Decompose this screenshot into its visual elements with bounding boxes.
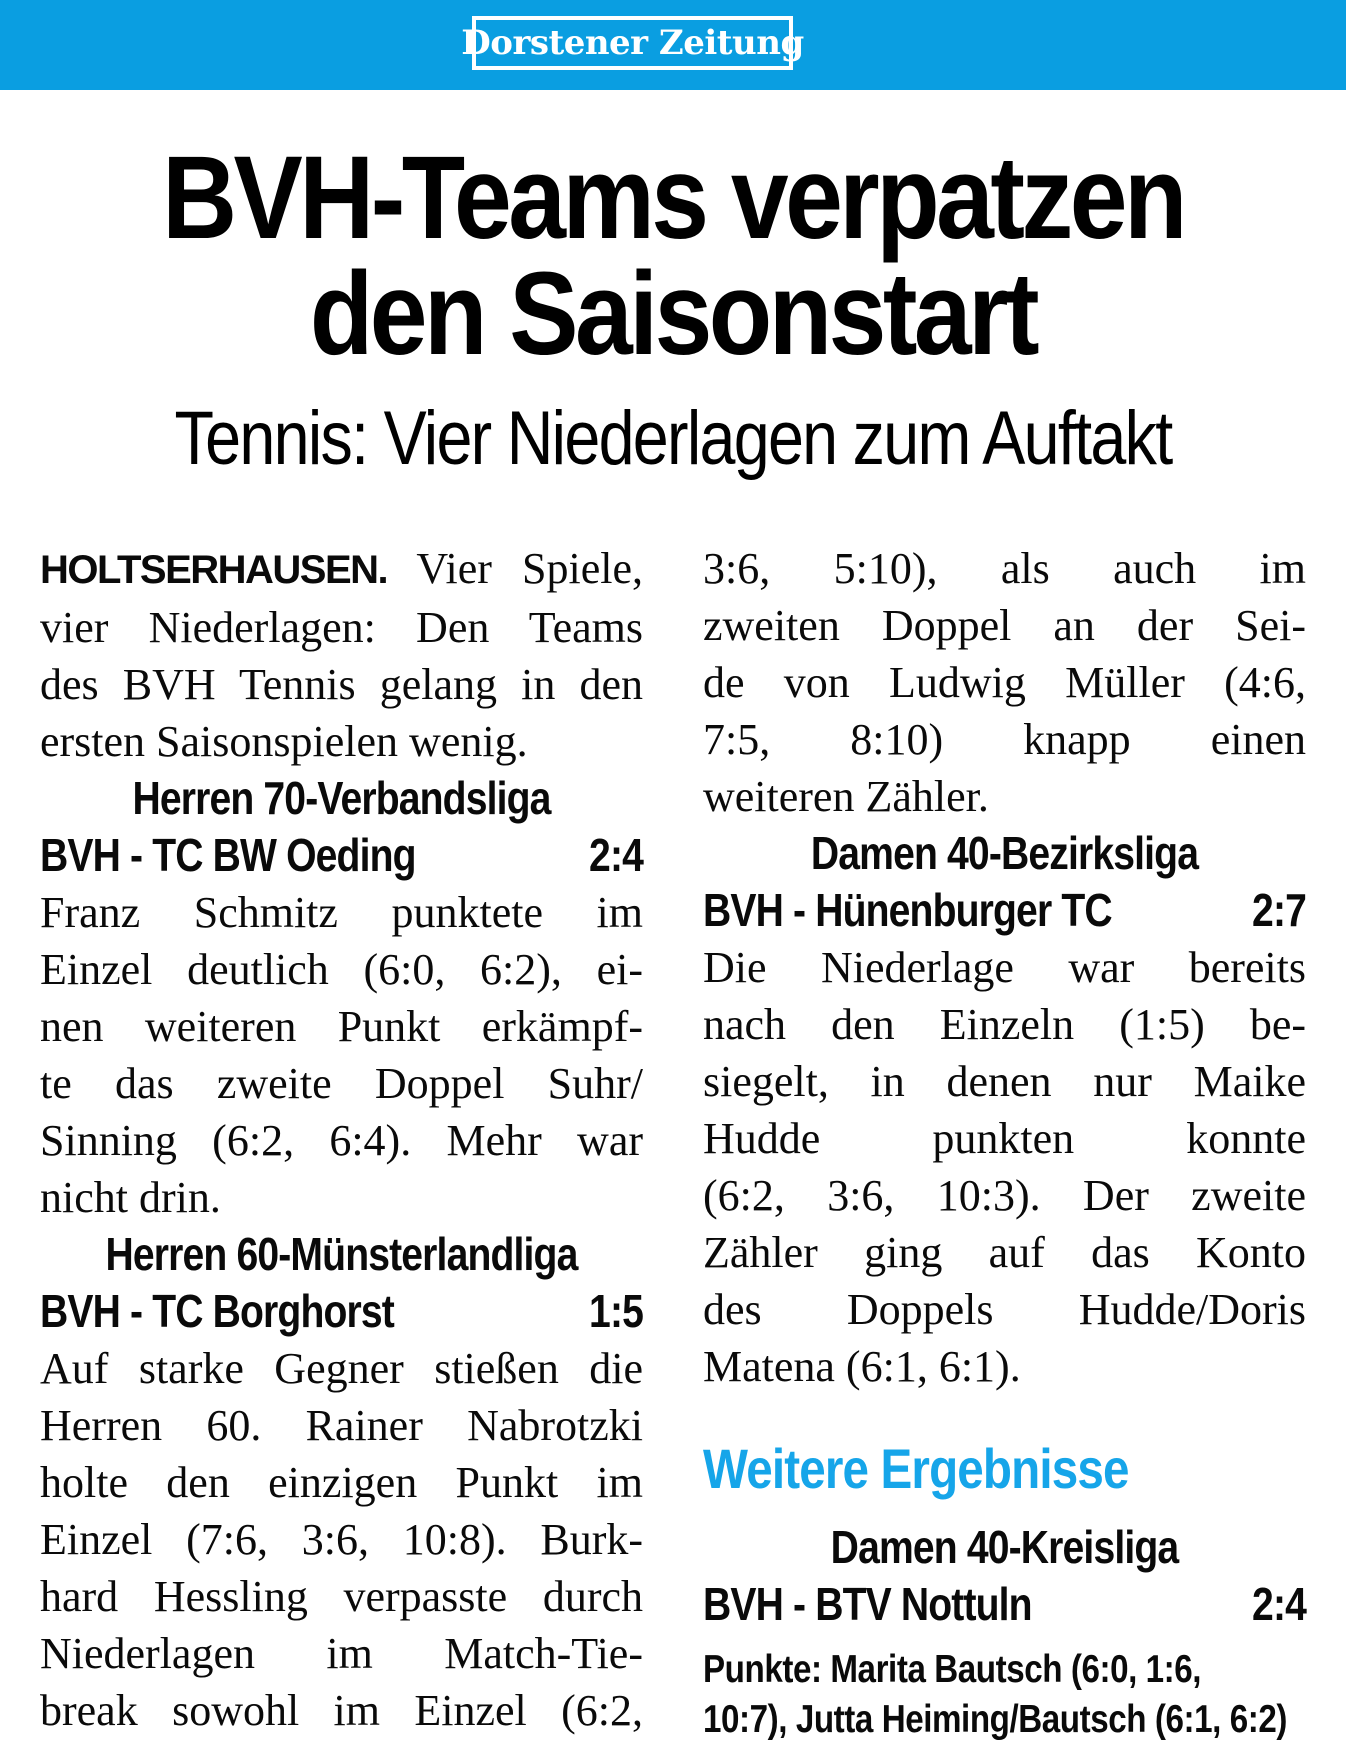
article-line: break sowohl im Einzel (6:2, [40, 1686, 643, 1735]
article-line: Einzel (7:6, 3:6, 10:8). Burk- [40, 1515, 643, 1564]
match-result [703, 1576, 1306, 1633]
league-heading: Herren 70-Verbandsliga [132, 772, 551, 824]
article-paragraph [40, 1340, 643, 1739]
section-heading: Weitere Ergebnisse [703, 1437, 1129, 1500]
masthead-bar [0, 0, 1346, 90]
article-line: nicht drin. [40, 1173, 221, 1222]
article-line: ersten Saisonspielen wenig. [40, 717, 528, 766]
match-teams: BVH - TC BW Oeding [40, 829, 416, 881]
article-line: nen weiteren Punkt erkämpf- [40, 1002, 643, 1051]
article-line: Auf starke Gegner stießen die [40, 1344, 643, 1393]
article-headline [81, 132, 1265, 380]
article-columns [0, 540, 1346, 1745]
article-line: des BVH Tennis gelang in den [40, 660, 643, 709]
match-teams: BVH - Hünenburger TC [703, 884, 1112, 936]
points-block [703, 1645, 1306, 1745]
column-right [703, 540, 1306, 1745]
article-line: Herren 60. Rainer Nabrotzki [40, 1401, 643, 1450]
article-line: des Doppels Hudde/Doris [703, 1285, 1306, 1334]
headline-line-2: den Saisonstart [309, 248, 1037, 380]
points-line: Punkte: Marita Bautsch (6:0, 1:6, [703, 1648, 1202, 1691]
article-paragraph [703, 540, 1306, 825]
article-line: 3:6, 5:10), als auch im [703, 544, 1306, 593]
article-paragraph [703, 939, 1306, 1395]
article-line: siegelt, in denen nur Maike [703, 1057, 1306, 1106]
article-paragraph [40, 884, 643, 1226]
article-line: zweiten Doppel an der Sei- [703, 601, 1306, 650]
match-score: 2:4 [589, 829, 644, 881]
article-line: vier Niederlagen: Den Teams [40, 603, 643, 652]
article-subheadline: Tennis: Vier Niederlagen zum Auftakt [174, 396, 1172, 481]
match-score: 1:5 [589, 1285, 644, 1337]
match-teams: BVH - TC Borghorst [40, 1285, 394, 1337]
article-line: Zähler ging auf das Konto [703, 1228, 1306, 1277]
league-heading: Damen 40-Kreisliga [830, 1521, 1179, 1573]
article-line: te das zweite Doppel Suhr/ [40, 1059, 643, 1108]
match-teams: BVH - BTV Nottuln [703, 1578, 1032, 1630]
league-heading: Herren 60-Münsterlandliga [105, 1228, 578, 1280]
points-line: 10:7), Jutta Heiming/Bautsch (6:1, 6:2) [703, 1698, 1287, 1741]
article-line: hard Hessling verpasste durch [40, 1572, 643, 1621]
newspaper-logo [461, 16, 804, 70]
article-line: holte den einzigen Punkt im [40, 1458, 643, 1507]
location-lead: HOLTSERHAUSEN. [40, 548, 388, 592]
match-score: 2:7 [1252, 884, 1307, 936]
article-line: 7:5, 8:10) knapp einen [703, 715, 1306, 764]
article-line: de von Ludwig Müller (4:6, [703, 658, 1306, 707]
article-line: (6:2, 3:6, 10:3). Der zweite [703, 1171, 1306, 1220]
article-line: Einzel deutlich (6:0, 6:2), ei- [40, 945, 643, 994]
newspaper-logo-text: Dorstener Zeitung [461, 23, 804, 63]
league-heading: Damen 40-Bezirksliga [810, 827, 1199, 879]
headline-line-1: BVH-Teams verpatzen [162, 132, 1184, 264]
match-result [40, 827, 643, 884]
article-paragraph [40, 540, 643, 770]
match-result [703, 882, 1306, 939]
article-line: Sinning (6:2, 6:4). Mehr war [40, 1116, 643, 1165]
column-left [40, 540, 643, 1745]
article-line: weiteren Zähler. [703, 772, 989, 821]
match-result [40, 1283, 643, 1340]
article-line: HOLTSERHAUSEN. Vier Spiele, [40, 544, 643, 593]
article-line: Die Niederlage war bereits [703, 943, 1306, 992]
article-line: Franz Schmitz punktete im [40, 888, 643, 937]
match-score: 2:4 [1252, 1578, 1307, 1630]
article-line: Niederlagen im Match-Tie- [40, 1629, 643, 1678]
article-line: Matena (6:1, 6:1). [703, 1342, 1021, 1391]
article-line: Hudde punkten konnte [703, 1114, 1306, 1163]
article-line: nach den Einzeln (1:5) be- [703, 1000, 1306, 1049]
